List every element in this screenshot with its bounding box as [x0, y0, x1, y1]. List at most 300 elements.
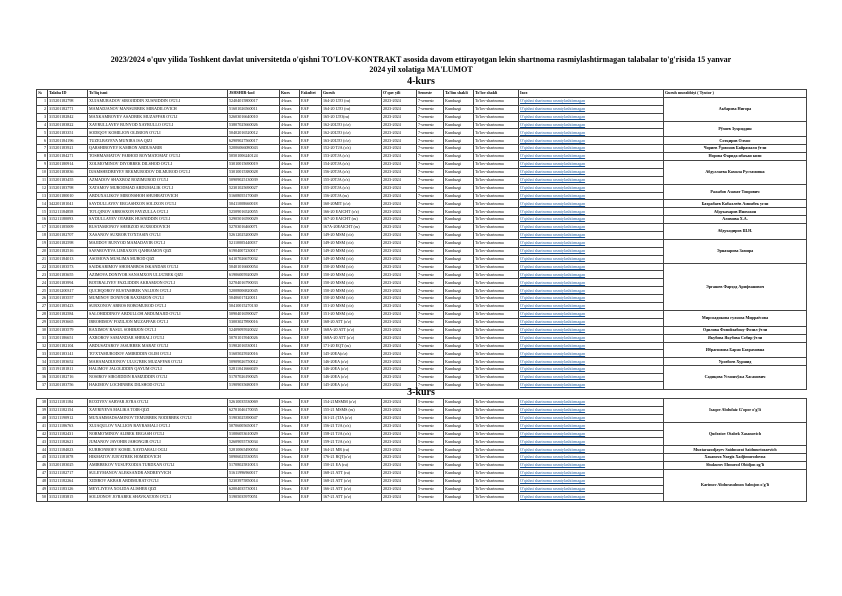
- payment-type-cell: To'lov-shartnoma: [474, 105, 519, 113]
- jshshir-code: 52905016590029: [228, 216, 280, 224]
- faculty-cell: EAF: [300, 247, 322, 255]
- payment-type-cell: To'lov-shartnoma: [474, 334, 519, 342]
- table-row: [37, 263, 807, 271]
- semester-cell: 5-semestr: [417, 406, 444, 414]
- study-form-cell: Kunduzgi: [444, 153, 474, 161]
- study-form-cell: Kunduzgi: [444, 192, 474, 200]
- note-cell: O'qishni shartnoma rasmiylashtirmagan: [519, 184, 664, 192]
- payment-type-cell: To'lov-shartnoma: [474, 192, 519, 200]
- study-form-cell: Kunduzgi: [444, 438, 474, 446]
- study-year-cell: 2023-2024: [382, 493, 417, 501]
- student-id: 315201185009: [48, 224, 88, 232]
- note-cell: O'qishni shartnoma rasmiylashtirmagan: [519, 334, 664, 342]
- student-id: 315211183815: [48, 493, 88, 501]
- study-year-cell: 2023-2024: [382, 279, 417, 287]
- note-cell: O'qishni shartnoma rasmiylashtirmagan: [519, 97, 664, 105]
- study-form-cell: Kunduzgi: [444, 334, 474, 342]
- course-cell: 4-kurs: [280, 255, 300, 263]
- faculty-cell: EAF: [300, 113, 322, 121]
- table-row: [37, 470, 807, 478]
- group-cell: 155-21 MSMS (ru): [322, 406, 382, 414]
- payment-type-cell: To'lov-shartnoma: [474, 224, 519, 232]
- group-cell: 168A-20 ATT (o'z): [322, 334, 382, 342]
- study-form-cell: Kunduzgi: [444, 358, 474, 366]
- row-number: 17: [37, 224, 48, 232]
- study-year-cell: 2023-2024: [382, 462, 417, 470]
- jshshir-code: 51905035970051: [228, 493, 280, 501]
- faculty-cell: EAF: [300, 366, 322, 374]
- semester-cell: 7-semestr: [417, 239, 444, 247]
- study-form-cell: Kunduzgi: [444, 295, 474, 303]
- study-form-cell: Kunduzgi: [444, 129, 474, 137]
- jshshir-code: 52811041666029: [228, 366, 280, 374]
- semester-cell: 5-semestr: [417, 454, 444, 462]
- jshshir-code: 53010015380028: [228, 168, 280, 176]
- study-year-cell: 2023-2024: [382, 97, 417, 105]
- jshshir-code: 52704016790033: [228, 279, 280, 287]
- student-id: 315201193665: [48, 318, 88, 326]
- payment-type-cell: To'lov-shartnoma: [474, 374, 519, 382]
- semester-cell: 5-semestr: [417, 477, 444, 485]
- note-cell: O'qishni shartnoma rasmiylashtirmagan: [519, 247, 664, 255]
- course-cell: 4-kurs: [280, 350, 300, 358]
- jshshir-code: 50501006240124: [228, 153, 280, 161]
- study-year-cell: 2023-2024: [382, 255, 417, 263]
- jshshir-code: 51708025810013: [228, 462, 280, 470]
- tutor-cell: Мирсоадикова гулноза Мирраёсова: [664, 310, 807, 326]
- table-row: [37, 137, 807, 145]
- jshshir-code: 51903025390047: [228, 414, 280, 422]
- section-heading-4-kurs: 4-kurs: [407, 76, 435, 87]
- group-cell: 167-20 EAICHT (ru): [322, 216, 382, 224]
- row-number: 35: [37, 366, 48, 374]
- student-id: 315201183798: [48, 184, 88, 192]
- section-heading-3-kurs: 3-kurs: [407, 387, 435, 398]
- study-form-cell: Kunduzgi: [444, 454, 474, 462]
- group-cell: 154-21MSMM (o'z): [322, 399, 382, 407]
- jshshir-code: 51608055170049: [228, 192, 280, 200]
- row-number: 40: [37, 414, 48, 422]
- course-cell: 4-kurs: [280, 279, 300, 287]
- course-cell: 4-kurs: [280, 342, 300, 350]
- faculty-cell: EAF: [300, 493, 322, 501]
- payment-type-cell: To'lov-shartnoma: [474, 239, 519, 247]
- column-header: Semestr: [417, 90, 444, 98]
- tutor-cell: Абдукодиров Ш.Н.: [664, 224, 807, 240]
- study-form-cell: Kunduzgi: [444, 342, 474, 350]
- faculty-cell: EAF: [300, 239, 322, 247]
- group-cell: 167A-20EAICHT (ru): [322, 224, 382, 232]
- row-number: 22: [37, 263, 48, 271]
- faculty-cell: EAF: [300, 200, 322, 208]
- group-cell: 168A-20 ATT (o'z): [322, 326, 382, 334]
- tutor-cell: Рўзиев Зухриддин: [664, 121, 807, 137]
- jshshir-code: 52509016520055: [228, 208, 280, 216]
- group-cell: 150-20 MSM (o'z): [322, 271, 382, 279]
- group-cell: 156-20TJA (o'z): [322, 168, 382, 176]
- row-number: 48: [37, 477, 48, 485]
- study-year-cell: 2023-2024: [382, 145, 417, 153]
- note-cell: O'qishni shartnoma rasmiylashtirmagan: [519, 200, 664, 208]
- study-form-cell: Kunduzgi: [444, 161, 474, 169]
- course-cell: 4-kurs: [280, 374, 300, 382]
- table-row: [37, 399, 807, 407]
- faculty-cell: EAF: [300, 216, 322, 224]
- semester-cell: 7-semestr: [417, 161, 444, 169]
- row-number: 45: [37, 454, 48, 462]
- group-cell: 163-20LTO (o'z): [322, 137, 382, 145]
- group-cell: 162-20LTO (o'z): [322, 121, 382, 129]
- study-form-cell: Kunduzgi: [444, 184, 474, 192]
- study-form-cell: Kunduzgi: [444, 430, 474, 438]
- row-number: 8: [37, 153, 48, 161]
- study-year-cell: 2023-2024: [382, 477, 417, 485]
- jshshir-code: 61906005920029: [228, 271, 280, 279]
- column-header: №: [37, 90, 48, 98]
- tutor-cell: Karimov Abdurasulmon Salmjon o'g'li: [664, 470, 807, 502]
- note-cell: O'qishni shartnoma rasmiylashtirmagan: [519, 263, 664, 271]
- faculty-cell: EAF: [300, 477, 322, 485]
- jshshir-code: 50909026750012: [228, 358, 280, 366]
- column-header: Ta'lim shakli: [444, 90, 474, 98]
- column-header: To'lov shakli: [474, 90, 519, 98]
- note-cell: O'qishni shartnoma rasmiylashtirmagan: [519, 232, 664, 240]
- course-cell: 4-kurs: [280, 192, 300, 200]
- payment-type-cell: To'lov-shartnoma: [474, 255, 519, 263]
- student-name: HALIMOV JALOLIDDIN QAYUM O'G'LI: [88, 366, 228, 374]
- group-cell: 158-21 TJA (o'z): [322, 430, 382, 438]
- group-cell: 146-20EA (o'z): [322, 366, 382, 374]
- faculty-cell: EAF: [300, 399, 322, 407]
- course-cell: 4-kurs: [280, 318, 300, 326]
- note-cell: O'qishni shartnoma rasmiylashtirmagan: [519, 446, 664, 454]
- course-cell: 3-kurs: [280, 438, 300, 446]
- tutor-cell: Xasanova Nargiz Xadjimurodovna: [664, 454, 807, 462]
- note-cell: O'qishni shartnoma rasmiylashtirmagan: [519, 399, 664, 407]
- row-number: 21: [37, 255, 48, 263]
- group-cell: 155-20TJA (o'z): [322, 176, 382, 184]
- payment-type-cell: To'lov-shartnoma: [474, 216, 519, 224]
- column-header: Kurs: [280, 90, 300, 98]
- table-row: [37, 454, 807, 462]
- student-name: SAIDKARIMOV SHOHABBOS ISKANDAR O'G'LI: [88, 263, 228, 271]
- student-id: 315201182771: [48, 105, 88, 113]
- study-form-cell: Kunduzgi: [444, 414, 474, 422]
- table-header-row: [37, 90, 807, 98]
- row-number: 18: [37, 232, 48, 240]
- study-form-cell: Kunduzgi: [444, 462, 474, 470]
- group-cell: 164-20 LTO (ru): [322, 97, 382, 105]
- tutor-cell: Урозбоев Хуршид: [664, 358, 807, 366]
- payment-type-cell: To'lov-shartnoma: [474, 493, 519, 501]
- student-name: AZIMOVA DONIYOR SANAMXON ULUG'BEK QIZI: [88, 271, 228, 279]
- study-year-cell: 2023-2024: [382, 485, 417, 493]
- study-form-cell: Kunduzgi: [444, 406, 474, 414]
- student-id: 315201183025: [48, 462, 88, 470]
- course-cell: 3-kurs: [280, 414, 300, 422]
- faculty-cell: EAF: [300, 263, 322, 271]
- course-cell: 4-kurs: [280, 216, 300, 224]
- faculty-cell: EAF: [300, 470, 322, 478]
- column-header: Izox: [519, 90, 664, 98]
- payment-type-cell: To'lov-shartnoma: [474, 153, 519, 161]
- student-id: 315201183756: [48, 381, 88, 389]
- row-number: 23: [37, 271, 48, 279]
- faculty-cell: EAF: [300, 153, 322, 161]
- row-number: 7: [37, 145, 48, 153]
- study-year-cell: 2023-2024: [382, 295, 417, 303]
- study-year-cell: 2023-2024: [382, 271, 417, 279]
- group-cell: 156-21 TJA (o'z): [322, 422, 382, 430]
- course-cell: 3-kurs: [280, 430, 300, 438]
- row-number: 29: [37, 318, 48, 326]
- payment-type-cell: To'lov-shartnoma: [474, 446, 519, 454]
- payment-type-cell: To'lov-shartnoma: [474, 462, 519, 470]
- student-id: 315191181811: [48, 366, 88, 374]
- note-cell: O'qishni shartnoma rasmiylashtirmagan: [519, 462, 664, 470]
- course-cell: 3-kurs: [280, 462, 300, 470]
- student-id: 315201182798: [48, 97, 88, 105]
- study-form-cell: Kunduzgi: [444, 350, 474, 358]
- course-cell: 4-kurs: [280, 129, 300, 137]
- study-form-cell: Kunduzgi: [444, 168, 474, 176]
- study-year-cell: 2023-2024: [382, 399, 417, 407]
- row-number: 19: [37, 239, 48, 247]
- study-form-cell: Kunduzgi: [444, 477, 474, 485]
- jshshir-code: 51909035680019: [228, 381, 280, 389]
- payment-type-cell: To'lov-shartnoma: [474, 145, 519, 153]
- column-header: Guruh: [322, 90, 382, 98]
- row-number: 46: [37, 462, 48, 470]
- student-id: 315201183652: [48, 358, 88, 366]
- table-row: [37, 342, 807, 350]
- jshshir-code: 50904016590027: [228, 310, 280, 318]
- faculty-cell: EAF: [300, 208, 322, 216]
- student-id: 315201182716: [48, 374, 88, 382]
- row-number: 31: [37, 334, 48, 342]
- student-id: 315201183921: [48, 145, 88, 153]
- student-name: SUBXONOV ABBOS BOBOMUROD O'G'LI: [88, 303, 228, 311]
- study-form-cell: Kunduzgi: [444, 232, 474, 240]
- course-cell: 3-kurs: [280, 470, 300, 478]
- note-cell: O'qishni shartnoma rasmiylashtirmagan: [519, 422, 664, 430]
- group-cell: 167-21 ATT (o'z): [322, 493, 382, 501]
- document-title: [40, 55, 802, 75]
- faculty-cell: EAF: [300, 232, 322, 240]
- students-table-4-kurs: [36, 89, 807, 390]
- payment-type-cell: To'lov-shartnoma: [474, 422, 519, 430]
- row-number: 12: [37, 184, 48, 192]
- student-name: MAHAMADIJONOV ULUG'BEK MUZAFFAR O'G'LI: [88, 358, 228, 366]
- study-year-cell: 2023-2024: [382, 303, 417, 311]
- faculty-cell: EAF: [300, 358, 322, 366]
- row-number: 44: [37, 446, 48, 454]
- payment-type-cell: To'lov-shartnoma: [474, 263, 519, 271]
- student-id: 315201184013: [48, 255, 88, 263]
- row-number: 26: [37, 295, 48, 303]
- row-number: 41: [37, 422, 48, 430]
- semester-cell: 7-semestr: [417, 358, 444, 366]
- student-id: 315211182431: [48, 430, 88, 438]
- study-year-cell: 2023-2024: [382, 326, 417, 334]
- table-row: [37, 208, 807, 216]
- study-year-cell: 2023-2024: [382, 129, 417, 137]
- table-row: [37, 446, 807, 454]
- payment-type-cell: To'lov-shartnoma: [474, 295, 519, 303]
- jshshir-code: 52610035530069: [228, 399, 280, 407]
- group-cell: 165-20 LTO(ru): [322, 113, 382, 121]
- student-name: NORMO'MINOV ALIBEK ERGASH O'G'LI: [88, 430, 228, 438]
- study-form-cell: Kunduzgi: [444, 216, 474, 224]
- faculty-cell: EAF: [300, 279, 322, 287]
- jshshir-code: 52409095920022: [228, 326, 280, 334]
- jshshir-code: 51902016530011: [228, 342, 280, 350]
- row-number: 15: [37, 208, 48, 216]
- study-form-cell: Kunduzgi: [444, 137, 474, 145]
- study-form-cell: Kunduzgi: [444, 446, 474, 454]
- note-cell: O'qishni shartnoma rasmiylashtirmagan: [519, 239, 664, 247]
- note-cell: O'qishni shartnoma rasmiylashtirmagan: [519, 326, 664, 334]
- student-id: 315201183455: [48, 176, 88, 184]
- note-cell: O'qishni shartnoma rasmiylashtirmagan: [519, 358, 664, 366]
- group-cell: 145-20EA (o'z): [322, 381, 382, 389]
- tutor-cell: Абдуллаева Камола Рустамовна: [664, 161, 807, 185]
- group-cell: 151-20 MSM (o'z): [322, 310, 382, 318]
- row-number: 49: [37, 485, 48, 493]
- student-id: 315211183126: [48, 485, 88, 493]
- study-year-cell: 2023-2024: [382, 287, 417, 295]
- student-name: IBROHIMOV FOZILJON MUZAFFAR O'G'LI: [88, 318, 228, 326]
- table-row: [37, 97, 807, 105]
- jshshir-code: 50411008660018: [228, 200, 280, 208]
- row-number: 5: [37, 129, 48, 137]
- jshshir-code: 50906025530053: [228, 454, 280, 462]
- semester-cell: 7-semestr: [417, 287, 444, 295]
- group-cell: 149-20 MSM (o'z): [322, 247, 382, 255]
- payment-type-cell: To'lov-shartnoma: [474, 438, 519, 446]
- note-cell: O'qishni shartnoma rasmiylashtirmagan: [519, 414, 664, 422]
- course-cell: 4-kurs: [280, 113, 300, 121]
- students-table-3-kurs: [36, 398, 807, 502]
- semester-cell: 7-semestr: [417, 113, 444, 121]
- tutor-cell: Акбарова Нигора: [664, 97, 807, 121]
- faculty-cell: EAF: [300, 145, 322, 153]
- semester-cell: 7-semestr: [417, 334, 444, 342]
- jshshir-code: 52110005440037: [228, 239, 280, 247]
- semester-cell: 7-semestr: [417, 97, 444, 105]
- column-header: O'quv yili: [382, 90, 417, 98]
- row-number: 24: [37, 279, 48, 287]
- student-id: 315201182516: [48, 247, 88, 255]
- semester-cell: 5-semestr: [417, 399, 444, 407]
- group-cell: 150-20 MSM (o'z): [322, 263, 382, 271]
- student-id: 315211190912: [48, 414, 88, 422]
- jshshir-code: 51006053610029: [228, 430, 280, 438]
- study-year-cell: 2023-2024: [382, 414, 417, 422]
- payment-type-cell: To'lov-shartnoma: [474, 414, 519, 422]
- student-name: DJAMSHEDBEYEV BEKMURODOV DILMUROD O'G'LI: [88, 168, 228, 176]
- study-form-cell: Kunduzgi: [444, 113, 474, 121]
- group-cell: 168-21 ATT (ru): [322, 470, 382, 478]
- study-year-cell: 2023-2024: [382, 422, 417, 430]
- faculty-cell: EAF: [300, 271, 322, 279]
- payment-type-cell: To'lov-shartnoma: [474, 399, 519, 407]
- student-id: 315211182717: [48, 470, 88, 478]
- student-id: 315201184271: [48, 153, 88, 161]
- study-form-cell: Kunduzgi: [444, 303, 474, 311]
- table-row: [37, 216, 807, 224]
- course-cell: 4-kurs: [280, 105, 300, 113]
- row-number: 25: [37, 287, 48, 295]
- jshshir-code: 62004035730011: [228, 485, 280, 493]
- tutor-cell: Shukurov Elmurod Obidjon og'li: [664, 462, 807, 470]
- jshshir-code: 64107026670032: [228, 255, 280, 263]
- row-number: 13: [37, 192, 48, 200]
- semester-cell: 7-semestr: [417, 121, 444, 129]
- faculty-cell: EAF: [300, 381, 322, 389]
- student-id: 315211184858: [48, 208, 88, 216]
- note-cell: O'qishni shartnoma rasmiylashtirmagan: [519, 153, 664, 161]
- student-name: MUXAMMADSAMINOV TEMURBEK NODIRBEK O'G'LI: [88, 414, 228, 422]
- study-year-cell: 2023-2024: [382, 334, 417, 342]
- course-cell: 4-kurs: [280, 334, 300, 342]
- semester-cell: 7-semestr: [417, 318, 444, 326]
- faculty-cell: EAF: [300, 224, 322, 232]
- student-name: XAYRULLAYEV BUNYOD XAYRULLO O'G'LI: [88, 121, 228, 129]
- course-cell: 4-kurs: [280, 168, 300, 176]
- study-form-cell: Kunduzgi: [444, 97, 474, 105]
- jshshir-code: 52703016460071: [228, 224, 280, 232]
- student-name: XUJAMURADOV SIROJIDDIN XUSNIDDIN O'G'LI: [88, 97, 228, 105]
- group-cell: 168-21 ATT (o'z): [322, 477, 382, 485]
- student-id: 315201180914: [48, 161, 88, 169]
- course-cell: 3-kurs: [280, 493, 300, 501]
- payment-type-cell: To'lov-shartnoma: [474, 287, 519, 295]
- note-cell: O'qishni shartnoma rasmiylashtirmagan: [519, 287, 664, 295]
- course-cell: 4-kurs: [280, 153, 300, 161]
- course-cell: 4-kurs: [280, 287, 300, 295]
- group-cell: 162-20LTO (o'z): [322, 129, 382, 137]
- tutor-cell: Qudratov Otabek Xasanovich: [664, 422, 807, 446]
- jshshir-code: 50401016600054: [228, 263, 280, 271]
- faculty-cell: EAF: [300, 318, 322, 326]
- semester-cell: 5-semestr: [417, 446, 444, 454]
- semester-cell: 7-semestr: [417, 381, 444, 389]
- course-cell: 4-kurs: [280, 97, 300, 105]
- student-name: SOLIJONOV JO'RABEK SHAVKATJON O'G'LI: [88, 493, 228, 501]
- semester-cell: 5-semestr: [417, 493, 444, 501]
- course-cell: 4-kurs: [280, 358, 300, 366]
- study-form-cell: Kunduzgi: [444, 239, 474, 247]
- jshshir-code: 62701046170035: [228, 406, 280, 414]
- course-cell: 3-kurs: [280, 399, 300, 407]
- note-cell: O'qishni shartnoma rasmiylashtirmagan: [519, 105, 664, 113]
- study-year-cell: 2023-2024: [382, 406, 417, 414]
- note-cell: O'qishni shartnoma rasmiylashtirmagan: [519, 121, 664, 129]
- study-year-cell: 2023-2024: [382, 161, 417, 169]
- note-cell: O'qishni shartnoma rasmiylashtirmagan: [519, 310, 664, 318]
- faculty-cell: EAF: [300, 462, 322, 470]
- student-id: 315201185423: [48, 303, 88, 311]
- study-form-cell: Kunduzgi: [444, 287, 474, 295]
- note-cell: O'qishni shartnoma rasmiylashtirmagan: [519, 295, 664, 303]
- study-year-cell: 2023-2024: [382, 358, 417, 366]
- row-number: 14: [37, 200, 48, 208]
- student-name: RO'ZIYEV SARVAR JO'RA O'G'LI: [88, 399, 228, 407]
- note-cell: O'qishni shartnoma rasmiylashtirmagan: [519, 224, 664, 232]
- tutor-cell: Норова Фарида ибаъаи кизи: [664, 153, 807, 161]
- jshshir-code: 52810065490054: [228, 446, 280, 454]
